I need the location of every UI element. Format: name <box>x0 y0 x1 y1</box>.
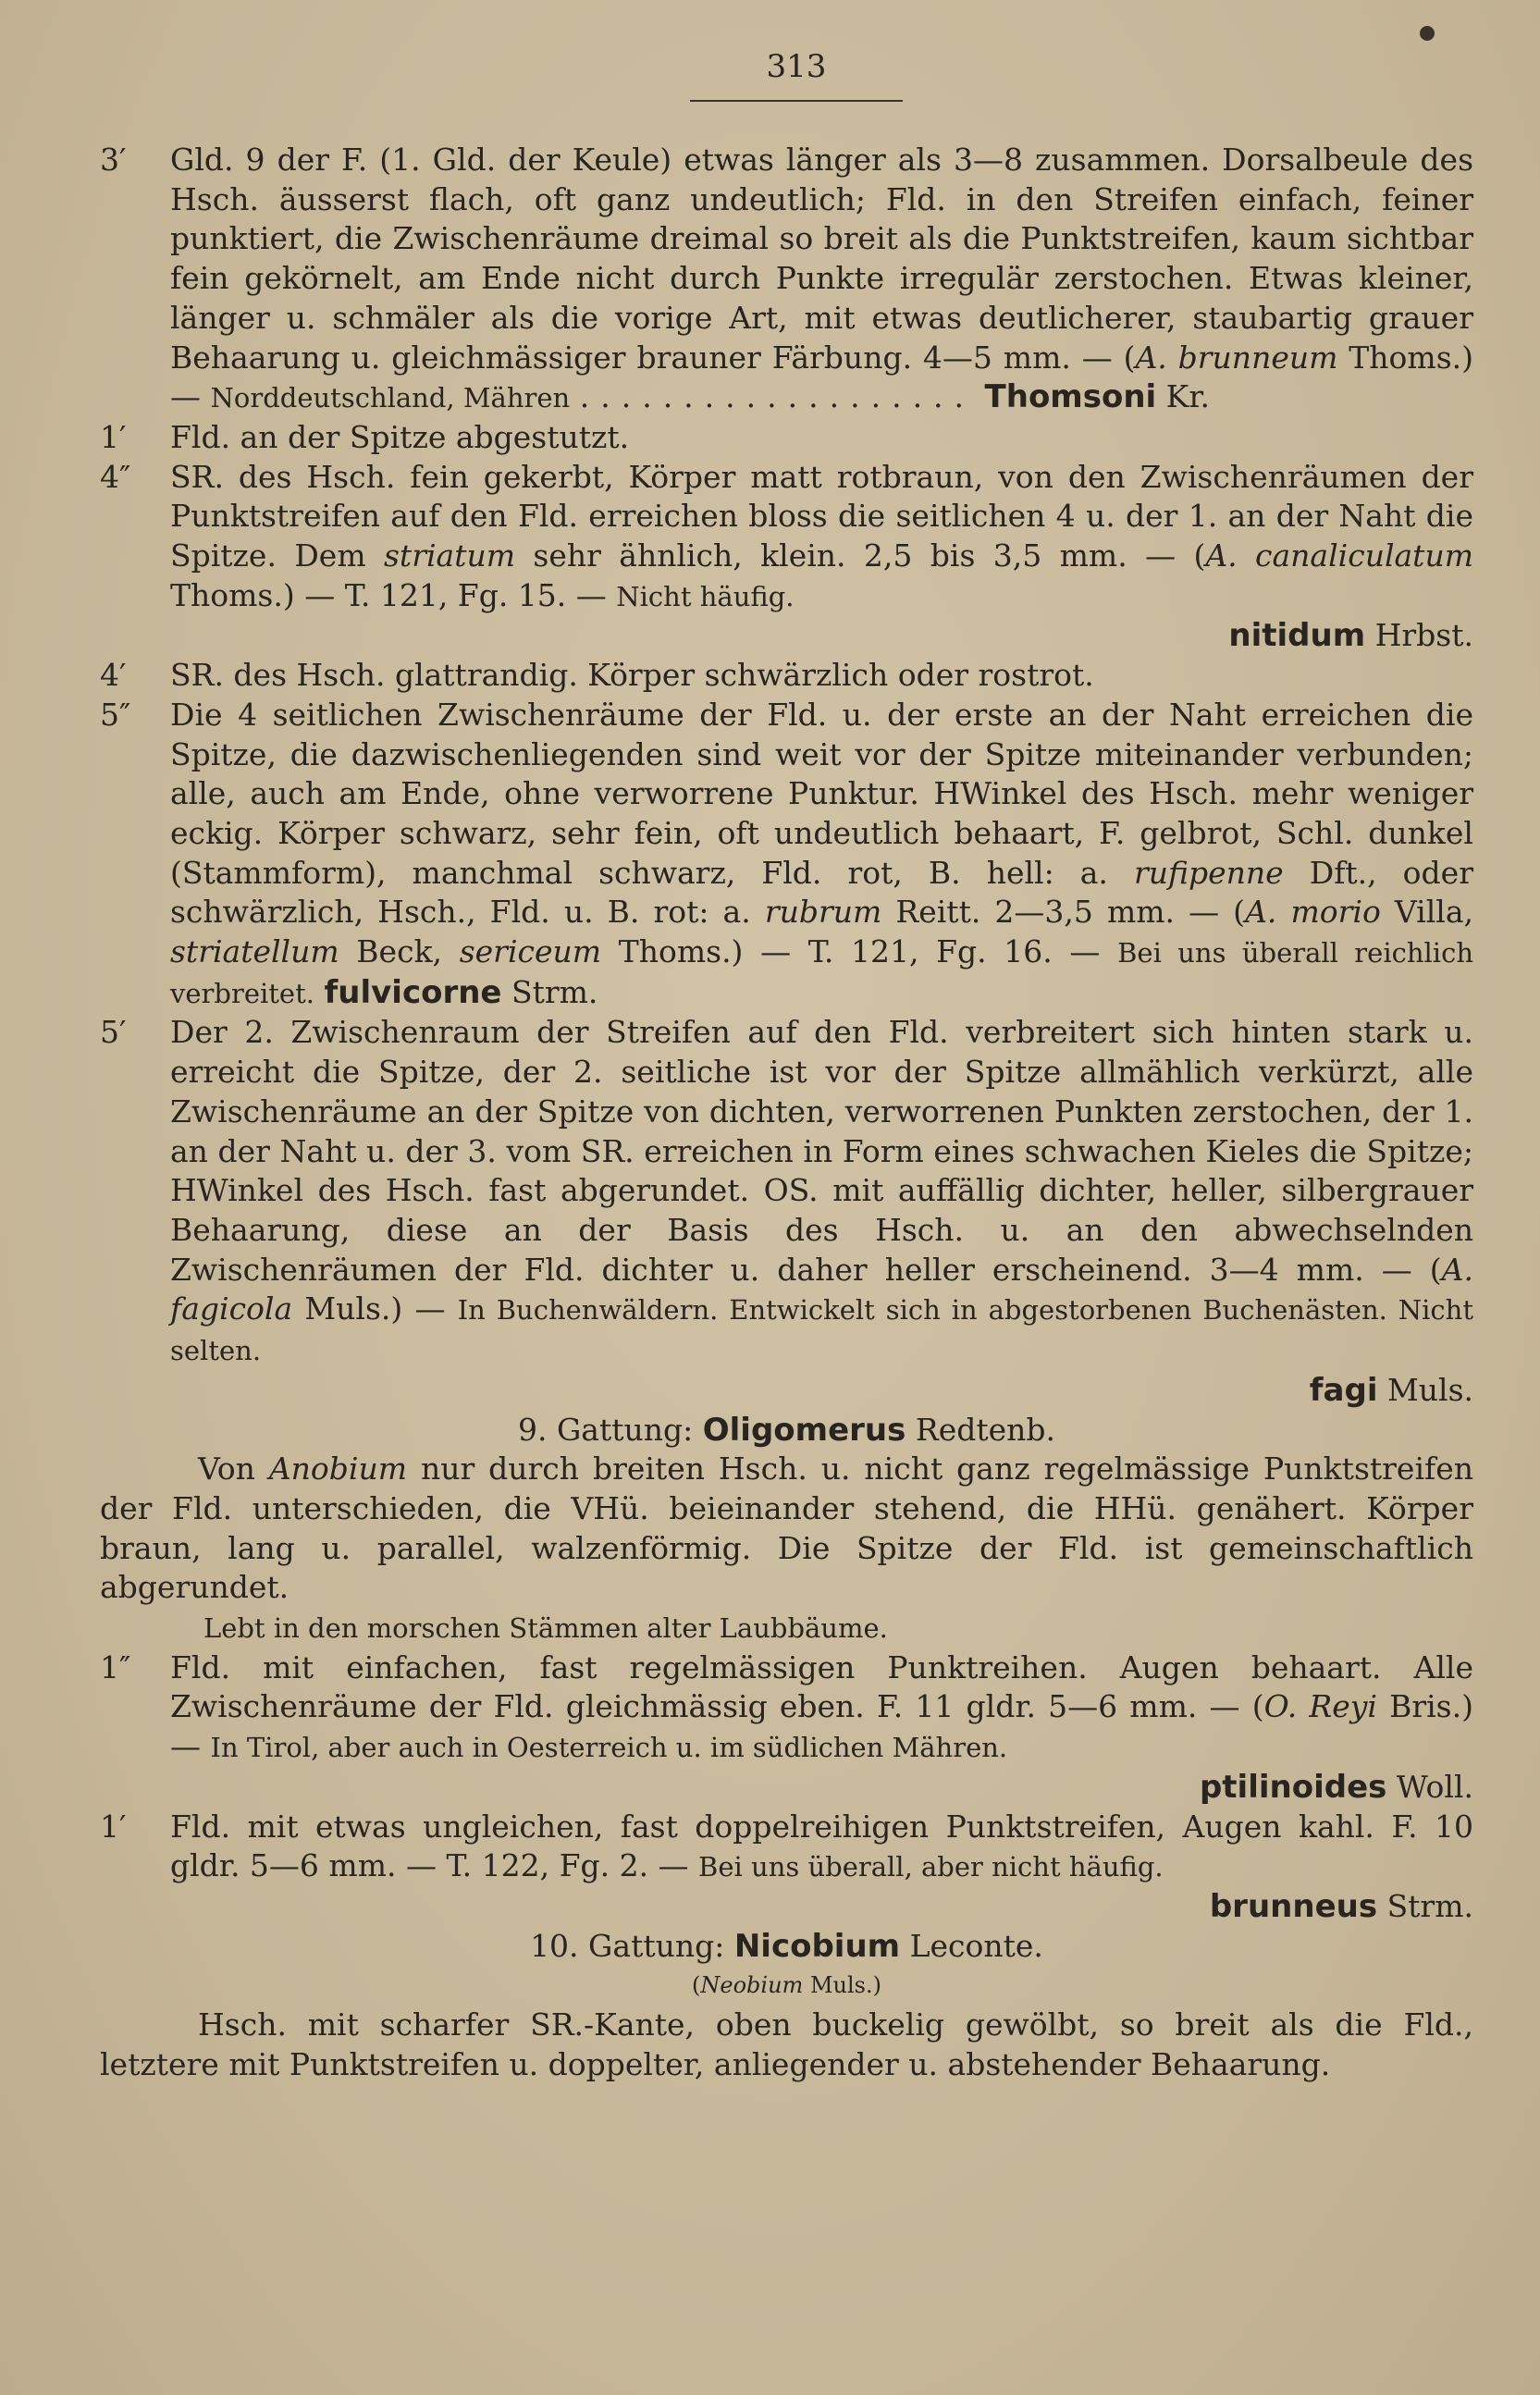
key-number: 1′ <box>100 418 127 455</box>
key-entry <box>100 418 1473 458</box>
key-number: 1′ <box>100 1808 127 1845</box>
key-number: 3′ <box>100 142 127 178</box>
key-text: Fld. an der Spitze abgestutzt. <box>170 418 630 455</box>
key-entry <box>100 1648 1473 1768</box>
inline-text: Nicht häufig. <box>616 580 795 612</box>
inline-text: A. canaliculatum <box>1205 537 1473 574</box>
key-text: Fld. mit etwas ungleichen, fast doppelreihigen Punktstreifen, Augen kahl. F. 10 gldr. 5—6 mm. — T. 122, Fg. 2. — Bei uns überall, aber nicht häufig. <box>170 1808 1473 1884</box>
inline-text: O. Reyi <box>1263 1688 1377 1725</box>
description-paragraph: Von Anobium nur durch breiten Hsch. u. nicht ganz regelmässige Punktstreifen der Fld. unterschieden, die VHü. beieinander stehend, die HHü. genähert. Körper braun, lang u. parallel, walzenförmig. Die Spitze der Fld. ist gemeinschaftlich abgerundet. <box>100 1451 1473 1606</box>
genus-heading: 10. Gattung: Nicobium Leconte. <box>530 1927 1043 1965</box>
inline-text: Norddeutschland, Mähren <box>210 382 571 414</box>
key-entry <box>100 458 1473 617</box>
key-number: 4″ <box>100 458 131 495</box>
inline-text: Anobium <box>268 1451 408 1488</box>
key-entry <box>100 1808 1473 1887</box>
description-paragraph: Hsch. mit scharfer SR.-Kante, oben buckelig gewölbt, so breit als die Fld., letztere mit Punktstreifen u. doppelter, anliegender u. abstehender Behaarung. <box>100 2006 1473 2082</box>
inline-text: A. brunneum <box>1135 339 1338 376</box>
key-text: Gld. 9 der F. (1. Gld. der Keule) etwas länger als 3—8 zusammen. Dorsalbeule des Hsch. äusserst flach, oft ganz undeutlich; Fld. in den Streifen einfach, feiner punktiert, die Zwischenräume dreimal so breit als die Punktstreifen, kaum sichtbar fein gekörnelt, am Ende nicht durch Punkte irregulär zerstochen. Etwas kleiner, länger u. schmäler als die vorige Art, mit etwas deutlicherer, staubartig grauer Behaarung u. gleichmässiger brauner Färbung. 4—5 mm. — (A. brunneum Thoms.) — Norddeutschland, Mähren ................... Thomsoni Kr. <box>170 142 1473 416</box>
taxon-name: nitidum <box>1228 617 1366 655</box>
inline-text: In Buchenwäldern. Entwickelt sich in abgestorbenen Buchenästen. Nicht selten. <box>170 1294 1474 1367</box>
species-name: ptilinoides Woll. <box>1199 1768 1473 1806</box>
key-text: SR. des Hsch. fein gekerbt, Körper matt rotbraun, von den Zwischenräumen der Punktstreifen auf den Fld. erreichen bloss die seitlichen 4 u. der 1. an der Naht die Spitze. Dem striatum sehr ähnlich, klein. 2,5 bis 3,5 mm. — (A. canaliculatum Thoms.) — T. 121, Fg. 15. — Nicht häufig. <box>170 458 1473 613</box>
key-text: Fld. mit einfachen, fast regelmässigen Punktreihen. Augen behaart. Alle Zwischenräume der Fld. gleichmässig eben. F. 11 gldr. 5—6 mm. — (O. Reyi Bris.) — In Tirol, aber auch in Oesterreich u. im südlichen Mähren. <box>170 1648 1473 1765</box>
key-number: 4′ <box>100 657 127 694</box>
inline-text: sericeum <box>459 933 602 970</box>
synonym-note: (Neobium Muls.) <box>692 1972 881 1999</box>
key-text: Der 2. Zwischenraum der Streifen auf den Fld. verbreitert sich hinten stark u. erreicht die Spitze, der 2. seitliche ist vor der Spitze allmählich verkürzt, alle Zwischenräume an der Spitze von dichten, verworrenen Punkten zerstochen, der 1. an der Naht u. der 3. vom SR. erreichen in Form eines schwachen Kieles die Spitze; HWinkel des Hsch. fast abgerundet. OS. mit auffällig dichter, heller, silbergrauer Behaarung, diese an der Basis des Hsch. u. an den abwechselnden Zwischenräumen der Fld. dichter u. daher heller erscheinend. 3—4 mm. — (A. fagicola Muls.) — In Buchenwäldern. Entwickelt sich in abgestorbenen Buchenästen. Nicht selten. <box>170 1014 1474 1367</box>
taxon-name: brunneus <box>1209 1887 1378 1925</box>
inline-text: A. morio <box>1245 894 1381 931</box>
inline-text: Neobium <box>700 1972 804 1999</box>
taxon-name: Nicobium <box>733 1927 901 1965</box>
species-name: nitidum Hrbst. <box>1228 617 1473 655</box>
page-content <box>100 141 1473 2084</box>
inline-text: striatellum <box>170 933 339 970</box>
taxon-name: ptilinoides <box>1199 1768 1387 1806</box>
inline-text: rubrum <box>764 894 882 931</box>
inline-text: rufipenne <box>1133 854 1284 891</box>
species-name: fagi Muls. <box>1309 1371 1473 1409</box>
taxon-name: Thomsoni <box>984 378 1157 416</box>
key-text: Die 4 seitlichen Zwischenräume der Fld. u. der erste an der Naht erreichen die Spitze, die dazwischenliegenden sind weit vor der Spitze miteinander verbunden; alle, auch am Ende, ohne verworrene Punktur. HWinkel des Hsch. mehr weniger eckig. Körper schwarz, sehr fein, oft undeutlich behaart, F. gelbrot, Schl. dunkel (Stammform), manchmal schwarz, Fld. rot, B. hell: a. rufipenne Dft., oder schwärzlich, Hsch., Fld. u. B. rot: a. rubrum Reitt. 2—3,5 mm. — (A. morio Villa, striatellum Beck, sericeum Thoms.) — T. 121, Fg. 16. — Bei uns überall reichlich verbreitet. fulvicorne Strm. <box>170 696 1473 1011</box>
inline-text: A. fagicola <box>170 1251 1473 1327</box>
taxon-name: Oligomerus <box>702 1411 906 1449</box>
genus-heading: 9. Gattung: Oligomerus Redtenb. <box>517 1411 1056 1449</box>
habitat-note <box>100 1608 1473 1648</box>
key-text: SR. des Hsch. glattrandig. Körper schwärzlich oder rostrot. <box>170 657 1094 694</box>
ink-spot <box>1420 26 1435 41</box>
taxon-name: fagi <box>1309 1371 1378 1409</box>
inline-text: ................... <box>579 378 976 415</box>
inline-text: In Tirol, aber auch in Oesterreich u. im südlichen Mähren. <box>210 1732 1008 1764</box>
species-name: brunneus Strm. <box>1209 1887 1473 1925</box>
key-number: 5′ <box>100 1014 127 1051</box>
page-number: 313 <box>690 48 903 102</box>
key-entry <box>100 1013 1473 1370</box>
inline-text: Lebt in den morschen Stämmen alter Laubbäume. <box>203 1612 888 1645</box>
inline-text: striatum <box>384 537 516 574</box>
key-entry <box>100 141 1473 418</box>
inline-text: Bei uns überall, aber nicht häufig. <box>698 1851 1164 1883</box>
key-number: 5″ <box>100 696 131 733</box>
key-entry <box>100 656 1473 696</box>
inline-text: Bei uns überall reichlich verbreitet. <box>170 937 1473 1009</box>
key-number: 1″ <box>100 1648 131 1685</box>
taxon-name: fulvicorne <box>324 973 502 1011</box>
key-entry <box>100 696 1473 1014</box>
